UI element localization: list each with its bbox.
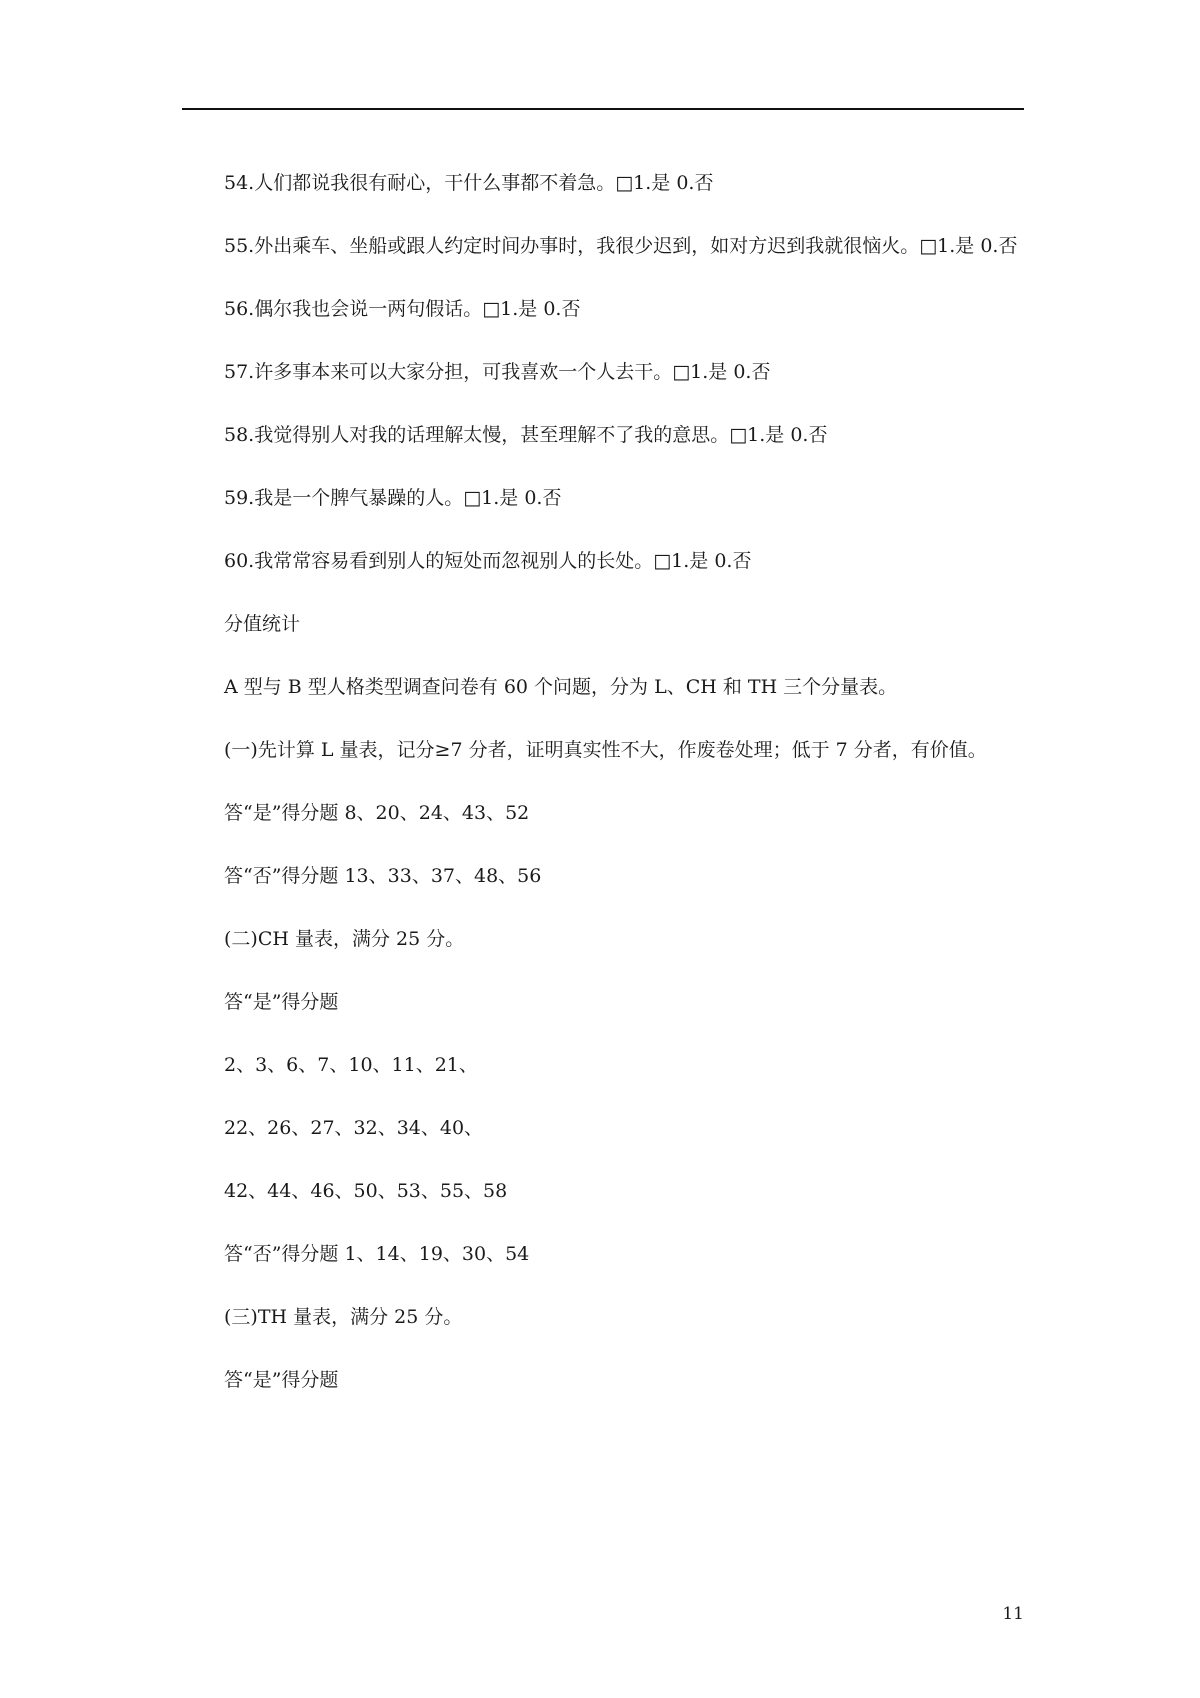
ch-scale-heading: (二)CH 量表，满分 25 分。 bbox=[224, 928, 465, 950]
l-scale-no-items: 答“否”得分题 13、33、37、48、56 bbox=[224, 865, 542, 887]
page-number: 11 bbox=[1002, 1604, 1024, 1624]
question-59: 59.我是一个脾气暴躁的人。□1.是 0.否 bbox=[224, 487, 562, 509]
question-56: 56.偶尔我也会说一两句假话。□1.是 0.否 bbox=[224, 298, 581, 320]
header-rule bbox=[182, 108, 1024, 110]
question-54: 54.人们都说我很有耐心，干什么事都不着急。□1.是 0.否 bbox=[224, 172, 714, 194]
ch-scale-yes-label: 答“是”得分题 bbox=[224, 991, 339, 1013]
l-scale-rule: (一)先计算 L 量表，记分≥7 分者，证明真实性不大，作废卷处理；低于 7 分者，有价值。 bbox=[224, 739, 987, 761]
document-body bbox=[182, 152, 1024, 1412]
ch-scale-yes-items-1: 2、3、6、7、10、11、21、 bbox=[224, 1054, 478, 1076]
question-58: 58.我觉得别人对我的话理解太慢，甚至理解不了我的意思。□1.是 0.否 bbox=[224, 424, 828, 446]
question-60: 60.我常常容易看到别人的短处而忽视别人的长处。□1.是 0.否 bbox=[224, 550, 752, 572]
ch-scale-yes-items-2: 22、26、27、32、34、40、 bbox=[224, 1117, 484, 1139]
question-55: 55.外出乘车、坐船或跟人约定时间办事时，我很少迟到，如对方迟到我就很恼火。□1.是 0.否 bbox=[224, 235, 1018, 257]
th-scale-heading: (三)TH 量表，满分 25 分。 bbox=[224, 1306, 463, 1328]
th-scale-yes-label: 答“是”得分题 bbox=[224, 1369, 339, 1391]
ch-scale-no-items: 答“否”得分题 1、14、19、30、54 bbox=[224, 1243, 530, 1265]
scoring-intro: A 型与 B 型人格类型调查问卷有 60 个问题，分为 L、CH 和 TH 三个分量表。 bbox=[224, 676, 898, 698]
section-heading-scoring: 分值统计 bbox=[224, 613, 301, 635]
l-scale-yes-items: 答“是”得分题 8、20、24、43、52 bbox=[224, 802, 530, 824]
question-57: 57.许多事本来可以大家分担，可我喜欢一个人去干。□1.是 0.否 bbox=[224, 361, 771, 383]
ch-scale-yes-items-3: 42、44、46、50、53、55、58 bbox=[224, 1180, 508, 1202]
